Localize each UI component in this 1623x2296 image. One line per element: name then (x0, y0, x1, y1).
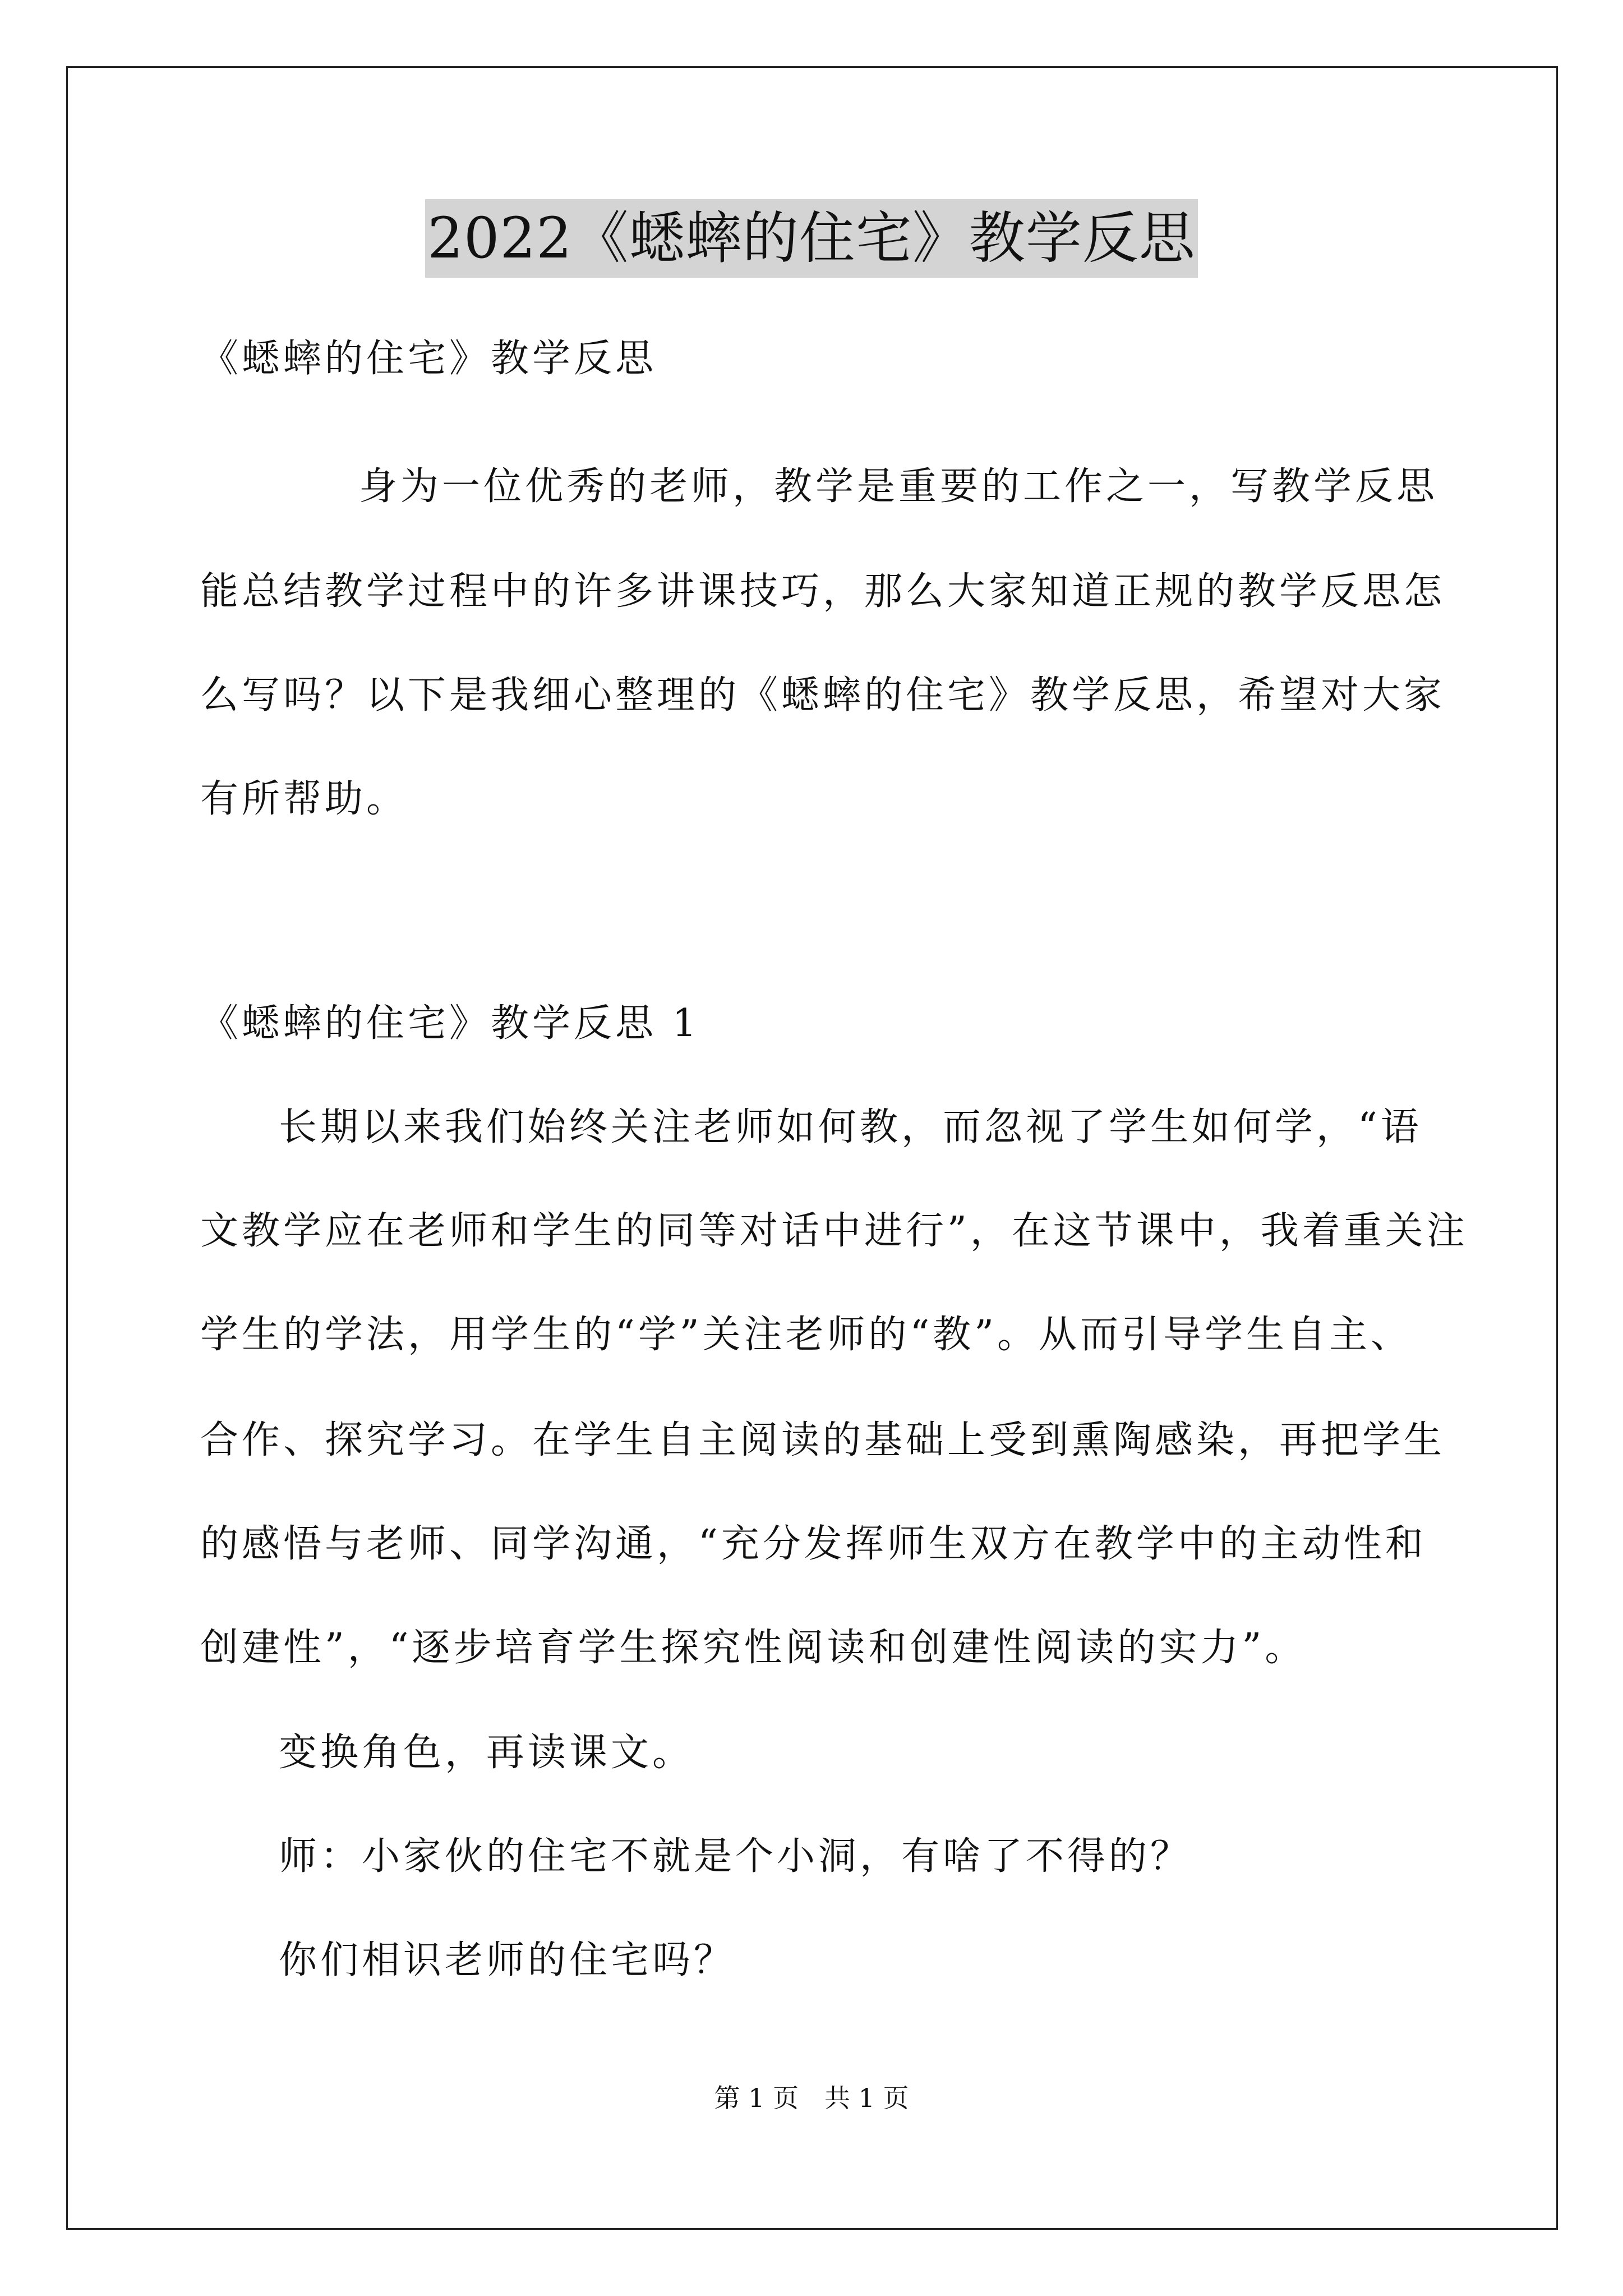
intro-line-2: 能总结教学过程中的许多讲课技巧，那么大家知道正规的教学反思怎 (200, 569, 1446, 614)
body-line-1: 长期以来我们始终关注老师如何教，而忽视了学生如何学，“语 (279, 1105, 1422, 1149)
intro-line-4: 有所帮助。 (200, 777, 408, 821)
page-footer: 第 1 页 共 1 页 (714, 2083, 909, 2113)
body-line-9: 你们相识老师的住宅吗？ (279, 1938, 736, 1982)
section-heading: 《蟋蟀的住宅》教学反思 1 (200, 1001, 700, 1046)
body-line-5: 的感悟与老师、同学沟通，“充分发挥师生双方在教学中的主动性和 (200, 1522, 1427, 1566)
document-subtitle: 《蟋蟀的住宅》教学反思 (200, 337, 657, 381)
document-title: 2022《蟋蟀的住宅》教学反思 (425, 199, 1198, 278)
body-line-6: 创建性”，“逐步培育学生探究性阅读和创建性阅读的实力”。 (200, 1626, 1307, 1670)
body-line-3: 学生的学法，用学生的“学”关注老师的“教”。从而引导学生自主、 (200, 1313, 1413, 1357)
body-line-7: 变换角色，再读课文。 (279, 1731, 694, 1775)
body-line-4: 合作、探究学习。在学生自主阅读的基础上受到熏陶感染，再把学生 (200, 1418, 1446, 1462)
title-container (0, 199, 1623, 278)
intro-line-3: 么写吗？以下是我细心整理的《蟋蟀的住宅》教学反思，希望对大家 (200, 673, 1446, 717)
intro-line-1: 身为一位优秀的老师，教学是重要的工作之一，写教学反思 (359, 464, 1438, 509)
body-line-2: 文教学应在老师和学生的同等对话中进行”，在这节课中，我着重关注 (200, 1209, 1468, 1253)
body-line-8: 师：小家伙的住宅不就是个小洞，有啥了不得的？ (279, 1834, 1192, 1879)
